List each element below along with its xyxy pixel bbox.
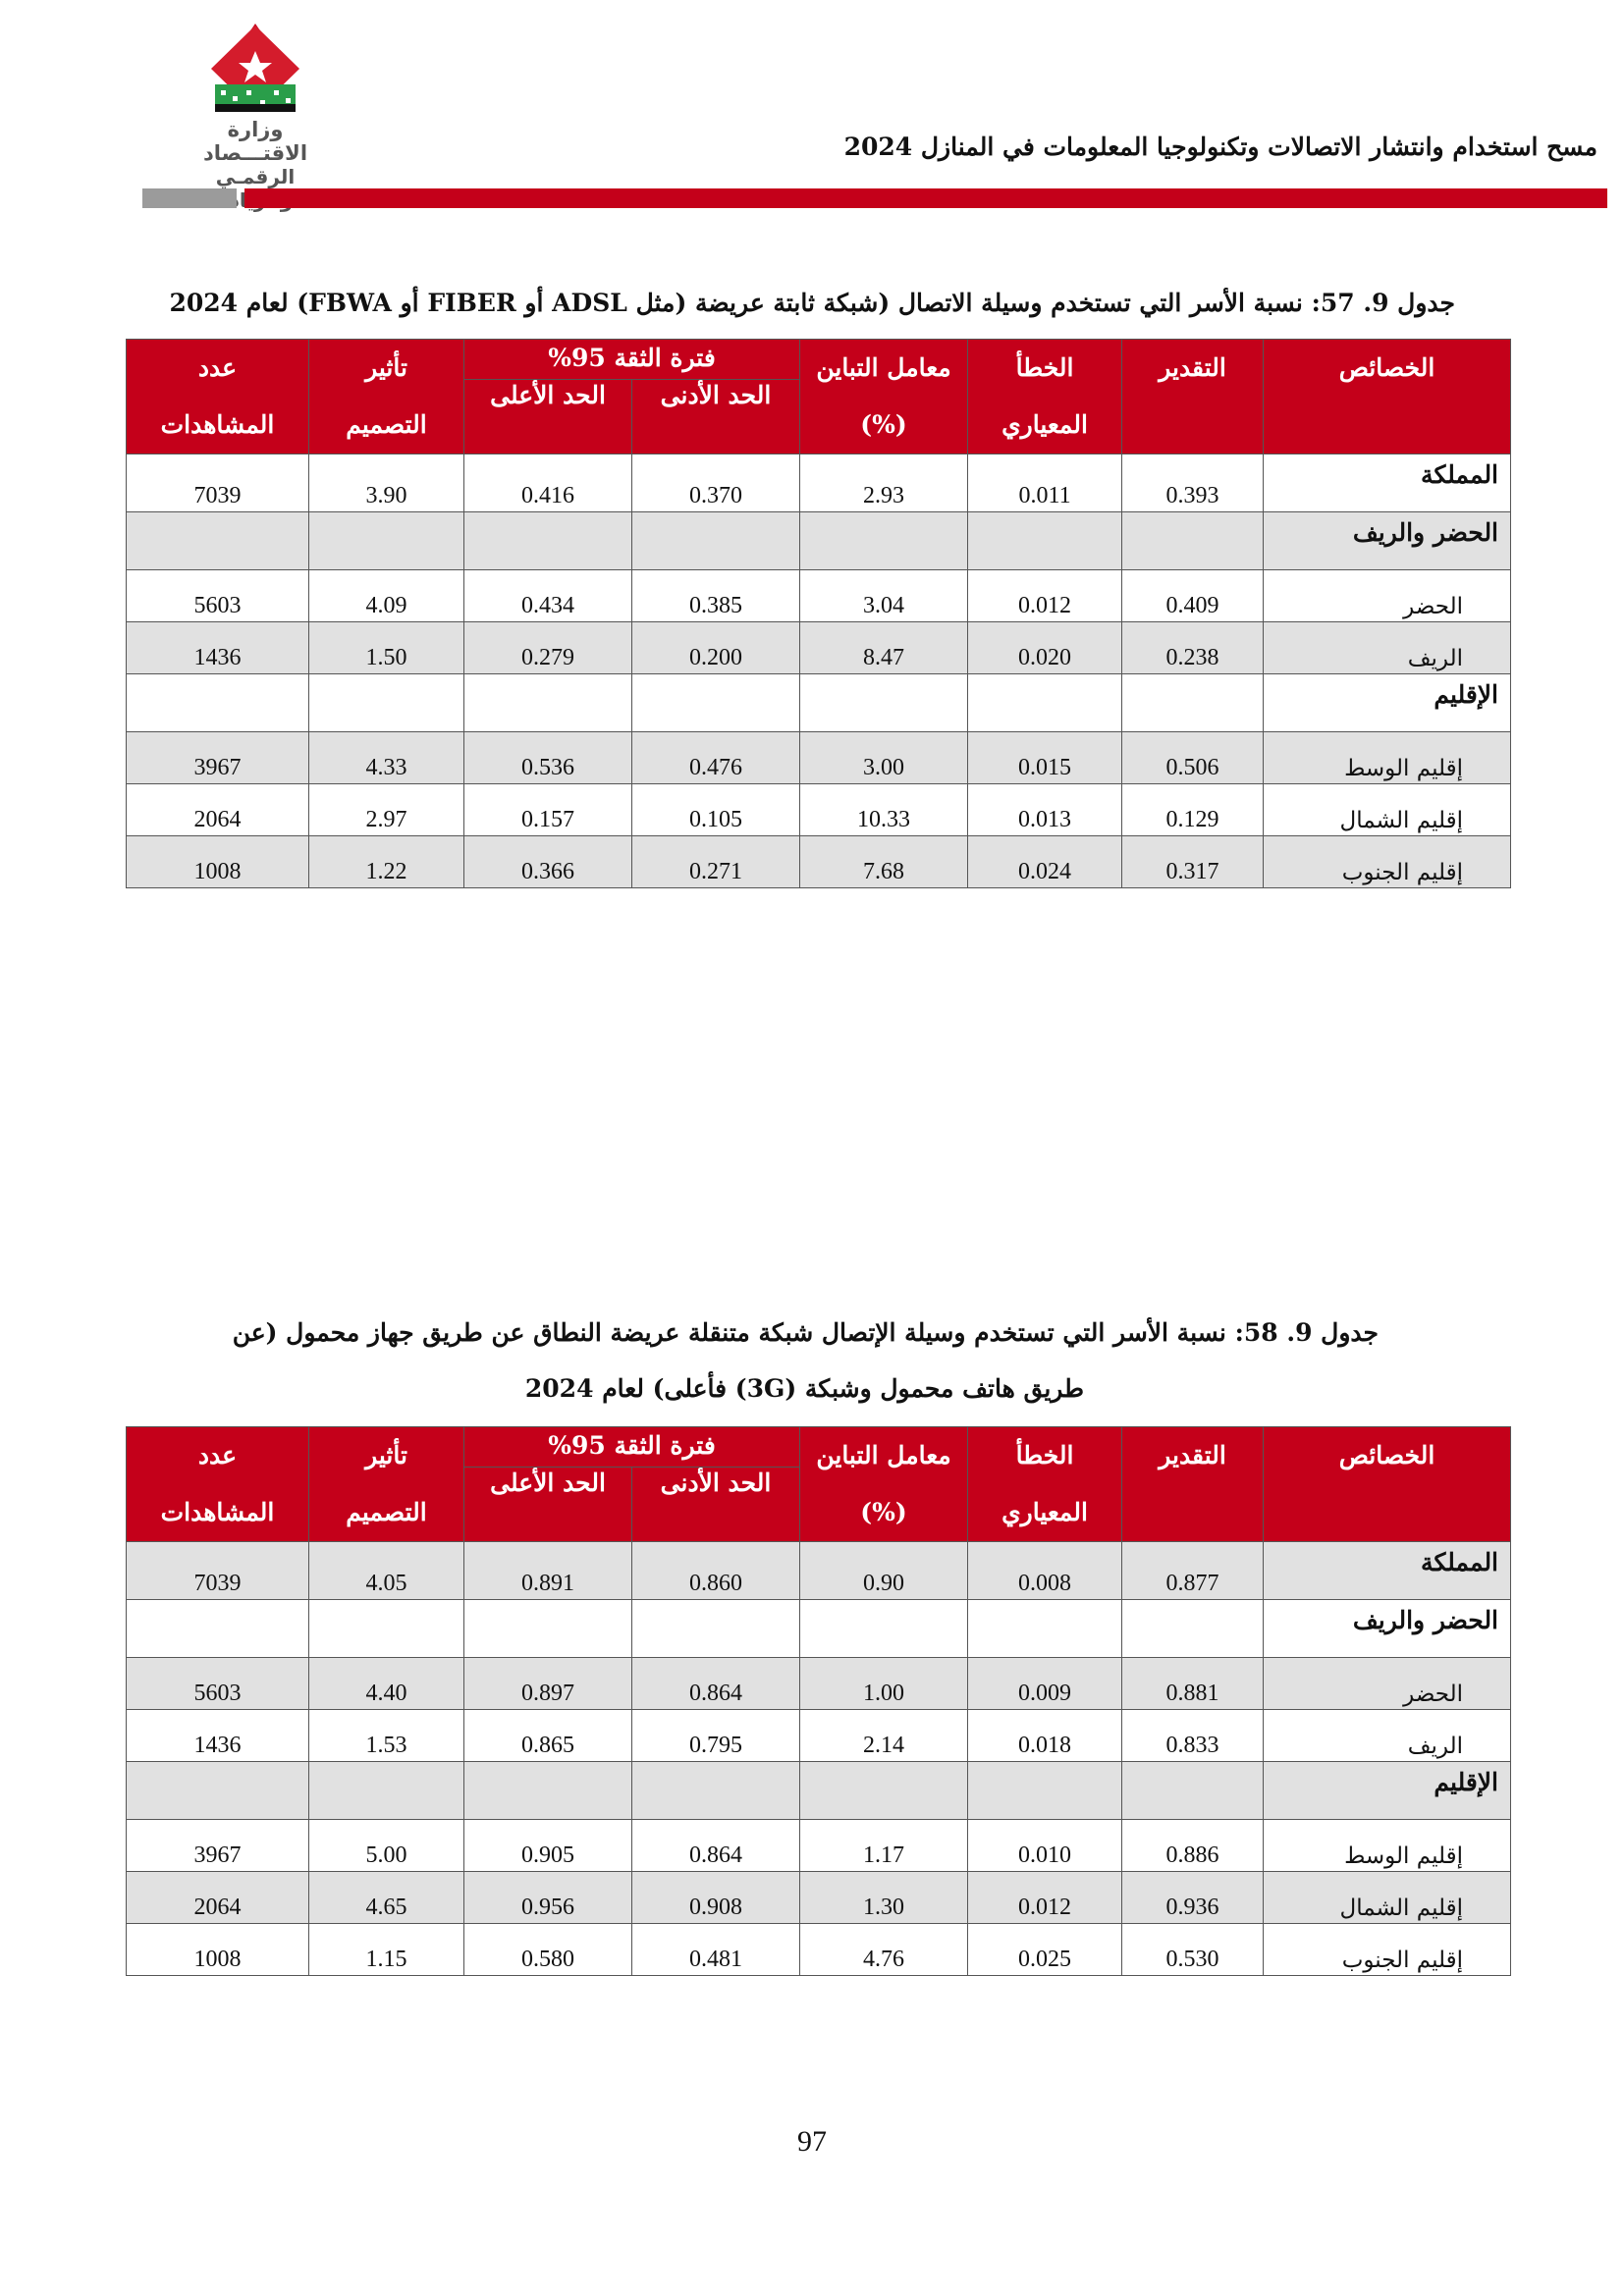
row-label: إقليم الشمال xyxy=(1264,784,1511,836)
ci-upper-cell: 0.891 xyxy=(464,1542,632,1600)
table-row xyxy=(127,1542,1511,1600)
col-cv: معامل التباين (%) xyxy=(800,340,968,454)
cv-cell: 3.04 xyxy=(800,570,968,622)
row-label: الحضر xyxy=(1264,1658,1511,1710)
estimate-cell: 0.877 xyxy=(1122,1542,1264,1600)
ci-lower-cell: 0.271 xyxy=(632,836,800,888)
std-error-cell: 0.012 xyxy=(968,1872,1122,1924)
row-label: الحضر xyxy=(1264,570,1511,622)
design-effect-cell: 4.65 xyxy=(309,1872,464,1924)
cv-cell: 1.17 xyxy=(800,1820,968,1872)
table-row xyxy=(127,836,1511,888)
ci-upper-cell: 0.434 xyxy=(464,570,632,622)
std-error-cell: 0.018 xyxy=(968,1710,1122,1762)
estimate-cell: 0.881 xyxy=(1122,1658,1264,1710)
estimate-cell: 0.833 xyxy=(1122,1710,1264,1762)
observations-cell: 1008 xyxy=(127,1924,309,1976)
ci-lower-cell: 0.864 xyxy=(632,1820,800,1872)
table-row xyxy=(127,622,1511,674)
ci-lower-cell: 0.860 xyxy=(632,1542,800,1600)
table-row xyxy=(127,1820,1511,1872)
table1-caption xyxy=(170,289,1456,317)
col-observations: عدد المشاهدات xyxy=(127,1427,309,1542)
col-design-effect: تأثير التصميم xyxy=(309,340,464,454)
design-effect-cell: 3.90 xyxy=(309,454,464,512)
col-ci-lower: الحد الأدنى xyxy=(632,1468,800,1542)
design-effect-cell: 1.53 xyxy=(309,1710,464,1762)
jordan-emblem-icon xyxy=(203,22,307,118)
ci-lower-cell: 0.864 xyxy=(632,1658,800,1710)
table-row xyxy=(127,1872,1511,1924)
observations-cell: 7039 xyxy=(127,1542,309,1600)
row-group-label: الإقليم xyxy=(1264,674,1511,732)
std-error-cell: 0.008 xyxy=(968,1542,1122,1600)
ci-lower-cell: 0.385 xyxy=(632,570,800,622)
estimate-cell: 0.886 xyxy=(1122,1820,1264,1872)
cv-cell: 2.14 xyxy=(800,1710,968,1762)
cv-cell: 1.00 xyxy=(800,1658,968,1710)
row-label: الريف xyxy=(1264,622,1511,674)
survey-title: مسح استخدام وانتشار الاتصالات وتكنولوجيا المعلومات في المنازل 2024 xyxy=(843,133,1597,161)
ci-upper-cell: 0.905 xyxy=(464,1820,632,1872)
estimate-cell: 0.506 xyxy=(1122,732,1264,784)
observations-cell: 2064 xyxy=(127,1872,309,1924)
std-error-cell: 0.010 xyxy=(968,1820,1122,1872)
table-row xyxy=(127,1924,1511,1976)
col-design-effect: تأثير التصميم xyxy=(309,1427,464,1542)
row-label: المملكة xyxy=(1264,1542,1511,1600)
observations-cell: 1008 xyxy=(127,836,309,888)
row-label: الريف xyxy=(1264,1710,1511,1762)
std-error-cell: 0.025 xyxy=(968,1924,1122,1976)
table-row xyxy=(127,732,1511,784)
col-estimate: التقدير xyxy=(1122,1427,1264,1542)
ci-upper-cell: 0.580 xyxy=(464,1924,632,1976)
ci-upper-cell: 0.279 xyxy=(464,622,632,674)
row-label: إقليم الوسط xyxy=(1264,732,1511,784)
design-effect-cell: 4.40 xyxy=(309,1658,464,1710)
std-error-cell: 0.013 xyxy=(968,784,1122,836)
cv-cell: 1.30 xyxy=(800,1872,968,1924)
cv-cell: 10.33 xyxy=(800,784,968,836)
table-row xyxy=(127,674,1511,732)
observations-cell: 1436 xyxy=(127,622,309,674)
table2-title-line2: طريق هاتف محمول وشبكة (3G) فأعلى) لعام 2024 xyxy=(524,1374,1084,1403)
table-row xyxy=(127,1762,1511,1820)
ci-lower-cell: 0.795 xyxy=(632,1710,800,1762)
row-group-label: الإقليم xyxy=(1264,1762,1511,1820)
col-estimate: التقدير xyxy=(1122,340,1264,454)
col-characteristics: الخصائص xyxy=(1264,340,1511,454)
ci-upper-cell: 0.157 xyxy=(464,784,632,836)
row-group-label: الحضر والريف xyxy=(1264,512,1511,570)
design-effect-cell: 1.15 xyxy=(309,1924,464,1976)
col-confidence-interval: فترة الثقة 95% xyxy=(464,1427,800,1468)
observations-cell: 5603 xyxy=(127,570,309,622)
observations-cell: 3967 xyxy=(127,732,309,784)
row-label: المملكة xyxy=(1264,454,1511,512)
estimate-cell: 0.317 xyxy=(1122,836,1264,888)
ci-upper-cell: 0.416 xyxy=(464,454,632,512)
table2 xyxy=(126,1426,1511,1976)
ci-upper-cell: 0.536 xyxy=(464,732,632,784)
estimate-cell: 0.393 xyxy=(1122,454,1264,512)
std-error-cell: 0.015 xyxy=(968,732,1122,784)
cv-cell: 0.90 xyxy=(800,1542,968,1600)
ci-upper-cell: 0.865 xyxy=(464,1710,632,1762)
estimate-cell: 0.530 xyxy=(1122,1924,1264,1976)
estimate-cell: 0.936 xyxy=(1122,1872,1264,1924)
table-row xyxy=(127,1600,1511,1658)
table1-title: نسبة الأسر التي تستخدم وسيلة الاتصال (شبكة ثابتة عريضة (مثل ADSL أو FIBER أو FBWA) لعام 2024 xyxy=(169,289,1303,317)
cv-cell: 4.76 xyxy=(800,1924,968,1976)
ci-upper-cell: 0.956 xyxy=(464,1872,632,1924)
col-characteristics: الخصائص xyxy=(1264,1427,1511,1542)
std-error-cell: 0.012 xyxy=(968,570,1122,622)
ci-lower-cell: 0.105 xyxy=(632,784,800,836)
col-cv: معامل التباين (%) xyxy=(800,1427,968,1542)
header-rule-gray xyxy=(142,188,237,208)
ministry-name-line1: وزارة الاقتـــصاد xyxy=(202,118,308,165)
std-error-cell: 0.009 xyxy=(968,1658,1122,1710)
table-row xyxy=(127,1710,1511,1762)
col-std-error: الخطأ المعياري xyxy=(968,340,1122,454)
observations-cell: 5603 xyxy=(127,1658,309,1710)
estimate-cell: 0.129 xyxy=(1122,784,1264,836)
row-label: إقليم الشمال xyxy=(1264,1872,1511,1924)
ci-lower-cell: 0.481 xyxy=(632,1924,800,1976)
table-row xyxy=(127,1658,1511,1710)
design-effect-cell: 5.00 xyxy=(309,1820,464,1872)
ci-lower-cell: 0.476 xyxy=(632,732,800,784)
row-label: إقليم الجنوب xyxy=(1264,836,1511,888)
ci-lower-cell: 0.200 xyxy=(632,622,800,674)
ci-upper-cell: 0.366 xyxy=(464,836,632,888)
cv-cell: 2.93 xyxy=(800,454,968,512)
std-error-cell: 0.020 xyxy=(968,622,1122,674)
col-ci-lower: الحد الأدنى xyxy=(632,380,800,454)
estimate-cell: 0.409 xyxy=(1122,570,1264,622)
design-effect-cell: 1.50 xyxy=(309,622,464,674)
design-effect-cell: 2.97 xyxy=(309,784,464,836)
table-row xyxy=(127,784,1511,836)
estimate-cell: 0.238 xyxy=(1122,622,1264,674)
col-std-error: الخطأ المعياري xyxy=(968,1427,1122,1542)
row-group-label: الحضر والريف xyxy=(1264,1600,1511,1658)
table1 xyxy=(126,339,1511,888)
cv-cell: 8.47 xyxy=(800,622,968,674)
table2-title-line1: نسبة الأسر التي تستخدم وسيلة الإتصال شبكة متنقلة عريضة النطاق عن طريق جهاز محمول (عن xyxy=(232,1318,1226,1347)
row-label: إقليم الجنوب xyxy=(1264,1924,1511,1976)
table-row xyxy=(127,454,1511,512)
col-observations: عدد المشاهدات xyxy=(127,340,309,454)
ci-lower-cell: 0.908 xyxy=(632,1872,800,1924)
observations-cell: 7039 xyxy=(127,454,309,512)
col-ci-upper: الحد الأعلى xyxy=(464,380,632,454)
table-row xyxy=(127,570,1511,622)
col-ci-upper: الحد الأعلى xyxy=(464,1468,632,1542)
cv-cell: 3.00 xyxy=(800,732,968,784)
row-label: إقليم الوسط xyxy=(1264,1820,1511,1872)
table1-number: جدول 9. 57: xyxy=(1311,289,1455,317)
ci-lower-cell: 0.370 xyxy=(632,454,800,512)
observations-cell: 3967 xyxy=(127,1820,309,1872)
ci-upper-cell: 0.897 xyxy=(464,1658,632,1710)
header-rule-red xyxy=(244,188,1607,208)
observations-cell: 2064 xyxy=(127,784,309,836)
design-effect-cell: 4.05 xyxy=(309,1542,464,1600)
design-effect-cell: 1.22 xyxy=(309,836,464,888)
ministry-logo xyxy=(182,22,329,188)
ministry-name-line2: الرقمـي xyxy=(215,165,296,188)
page-number: 97 xyxy=(797,2125,827,2158)
col-confidence-interval: فترة الثقة 95% xyxy=(464,340,800,380)
table-row xyxy=(127,512,1511,570)
table2-caption xyxy=(233,1318,1379,1347)
design-effect-cell: 4.09 xyxy=(309,570,464,622)
std-error-cell: 0.024 xyxy=(968,836,1122,888)
cv-cell: 7.68 xyxy=(800,836,968,888)
table2-number: جدول 9. 58: xyxy=(1234,1318,1379,1347)
design-effect-cell: 4.33 xyxy=(309,732,464,784)
std-error-cell: 0.011 xyxy=(968,454,1122,512)
observations-cell: 1436 xyxy=(127,1710,309,1762)
